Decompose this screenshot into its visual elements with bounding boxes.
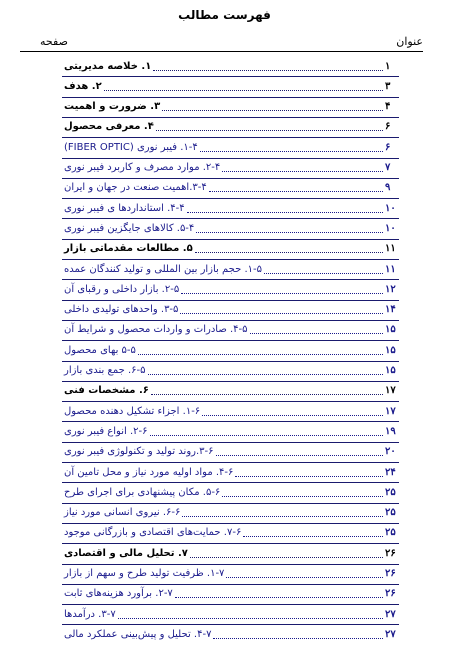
toc-subsection-entry[interactable]	[62, 505, 399, 521]
toc-entry-title: ۲. هدف	[64, 80, 102, 92]
toc-subsection-entry[interactable]	[62, 403, 399, 419]
row-separator	[62, 137, 399, 138]
toc-page-number: ۱۷	[385, 405, 396, 417]
row-separator	[62, 564, 399, 565]
dot-leader	[150, 435, 384, 436]
row-separator	[62, 259, 399, 260]
dot-leader	[175, 597, 383, 598]
row-separator	[62, 361, 399, 362]
toc-subsection-entry[interactable]	[62, 220, 399, 236]
toc-section-entry[interactable]	[62, 119, 399, 135]
dot-leader	[151, 394, 383, 395]
dot-leader	[209, 191, 383, 192]
toc-entry-title: ۵-۴. کالاهای جایگزین فیبر نوری	[64, 222, 195, 234]
row-separator	[62, 503, 399, 504]
toc-subsection-entry[interactable]	[62, 180, 399, 196]
toc-entry-title: ۱-۴. فیبر نوری (FIBER OPTIC)	[64, 141, 198, 153]
toc-entry-title: ۶-۶. نیروی انسانی مورد نیاز	[64, 507, 181, 519]
toc-page-number: ۲۷	[385, 628, 396, 640]
toc-subsection-entry[interactable]	[62, 566, 399, 582]
dot-leader	[153, 70, 383, 71]
toc-page-number: ۱۱	[385, 243, 396, 255]
toc-entry-title: ۴-۵. صادرات و واردات محصول و شرایط آن	[64, 324, 248, 336]
toc-entry-title: ۴-۶. مواد اولیه مورد نیاز و محل تامین آن	[64, 466, 234, 478]
row-separator	[62, 218, 399, 219]
row-separator	[62, 239, 399, 240]
toc-entry-title: ۳-۴.اهمیت صنعت در جهان و ایران	[64, 182, 207, 194]
row-separator	[62, 624, 399, 625]
dot-leader	[202, 415, 383, 416]
row-separator	[62, 401, 399, 402]
toc-subsection-entry[interactable]	[62, 322, 399, 338]
toc-subsection-entry[interactable]	[62, 363, 399, 379]
toc-subsection-entry[interactable]	[62, 342, 399, 358]
column-header-title: عنوان	[396, 35, 423, 48]
toc-entry-title: ۴-۴. استانداردها ی فیبر نوری	[64, 202, 185, 214]
row-separator	[62, 97, 399, 98]
toc-page-number: ۷	[385, 162, 391, 173]
toc-subsection-entry[interactable]	[62, 586, 399, 602]
toc-entry-title: ۲-۵. بازار داخلی و رقبای آن	[64, 283, 180, 295]
dot-leader	[222, 171, 383, 172]
dot-leader	[180, 313, 383, 314]
toc-entry-title: ۲-۴. موارد مصرف و کاربرد فیبر نوری	[64, 162, 221, 173]
toc-page-number: ۱۰	[385, 222, 396, 234]
toc-page-number: ۱	[385, 60, 391, 72]
toc-section-entry[interactable]	[62, 58, 399, 74]
toc-entry-title: ۳. ضرورت و اهمیت	[64, 101, 161, 113]
toc-entry-title: ۱-۵. حجم بازار بین المللی و تولید کنندگان عمده	[64, 263, 263, 275]
toc-entry-title: ۴-۷. تحلیل و پیش‌بینی عملکرد مالی	[64, 628, 212, 640]
dot-leader	[226, 577, 383, 578]
toc-page-number: ۲۶	[385, 547, 396, 559]
toc-page-number: ۳	[385, 80, 391, 92]
toc-page-number: ۲۷	[385, 608, 396, 620]
toc-entry-title: ۷. تحلیل مالی و اقتصادی	[64, 547, 188, 559]
toc-section-entry[interactable]	[62, 545, 399, 561]
row-separator	[62, 76, 399, 77]
toc-subsection-entry[interactable]	[62, 606, 399, 622]
row-separator	[62, 198, 399, 199]
dot-leader	[222, 496, 383, 497]
toc-page-number: ۱۱	[385, 263, 396, 275]
toc-page-number: ۱۹	[385, 425, 396, 437]
row-separator	[62, 320, 399, 321]
toc-section-entry[interactable]	[62, 99, 399, 115]
toc-page-number: ۱۵	[385, 365, 396, 376]
toc-entry-title: ۷-۶. حمایت‌های اقتصادی و بازرگانی موجود	[64, 527, 242, 539]
toc-subsection-entry[interactable]	[62, 261, 399, 277]
dot-leader	[200, 151, 383, 152]
dot-leader	[250, 333, 383, 334]
row-separator	[62, 462, 399, 463]
toc-subsection-entry[interactable]	[62, 160, 399, 176]
dot-leader	[156, 130, 383, 131]
row-separator	[62, 178, 399, 179]
toc-section-entry[interactable]	[62, 78, 399, 94]
toc-page-number: ۲۵	[385, 507, 396, 519]
dot-leader	[162, 110, 383, 111]
toc-subsection-entry[interactable]	[62, 281, 399, 297]
toc-entry-title: ۱. خلاصه مدیریتی	[64, 60, 152, 72]
toc-page-number: ۱۲	[385, 283, 396, 295]
toc-page-number: ۲۵	[385, 527, 396, 539]
toc-page-number: ۱۵	[385, 324, 396, 336]
dot-leader	[213, 638, 383, 639]
toc-entry-title: ۴. معرفی محصول	[64, 121, 154, 133]
dot-leader	[148, 374, 383, 375]
toc-subsection-entry[interactable]	[62, 200, 399, 216]
dot-leader	[181, 293, 383, 294]
dot-leader	[182, 516, 383, 517]
toc-page-number: ۱۵	[385, 344, 396, 356]
toc-page-number: ۱۷	[385, 385, 396, 397]
toc-entry-title: ۳-۶.روند تولید و تکنولوژی فیبر نوری	[64, 446, 214, 458]
toc-subsection-entry[interactable]	[62, 525, 399, 541]
toc-subsection-entry[interactable]	[62, 484, 399, 500]
toc-page-number: ۱۴	[385, 304, 396, 316]
toc-subsection-entry[interactable]	[62, 139, 399, 155]
dot-leader	[235, 476, 383, 477]
dot-leader	[196, 232, 383, 233]
toc-page-number: ۲۴	[385, 466, 396, 478]
dot-leader	[138, 354, 383, 355]
dot-leader	[187, 212, 383, 213]
row-separator	[62, 340, 399, 341]
toc-page-number: ۹	[385, 182, 391, 194]
dot-leader	[243, 536, 383, 537]
toc-entry-title: ۶-۵. جمع بندی بازار	[64, 365, 146, 376]
row-separator	[62, 300, 399, 301]
row-separator	[62, 117, 399, 118]
toc-subsection-entry[interactable]	[62, 302, 399, 318]
toc-subsection-entry[interactable]	[62, 444, 399, 460]
toc-page-number: ۲۶	[385, 568, 396, 579]
row-separator	[62, 381, 399, 382]
row-separator	[62, 523, 399, 524]
toc-entry-title: ۵-۵ بهای محصول	[64, 344, 136, 356]
toc-section-entry[interactable]	[62, 241, 399, 257]
toc-entry-title: ۳-۷. درآمدها	[64, 608, 116, 620]
row-separator	[62, 604, 399, 605]
toc-page-number: ۴	[385, 101, 391, 113]
row-separator	[62, 584, 399, 585]
dot-leader	[264, 273, 383, 274]
dot-leader	[104, 90, 383, 91]
row-separator	[62, 158, 399, 159]
dot-leader	[190, 557, 383, 558]
dot-leader	[195, 252, 383, 253]
toc-page-number: ۲۶	[385, 588, 396, 600]
page-title: فهرست مطالب	[178, 8, 271, 22]
toc-page-number: ۱۰	[385, 202, 396, 214]
row-separator	[62, 442, 399, 443]
row-separator	[62, 421, 399, 422]
toc-entry-title: ۳-۵. واحدهای تولیدی داخلی	[64, 304, 179, 316]
dot-leader	[118, 618, 383, 619]
toc-entry-title: ۲-۷. برآورد هزینه‌های ثابت	[64, 588, 173, 600]
toc-subsection-entry[interactable]	[62, 626, 399, 642]
toc-entry-title: ۱-۷. ظرفیت تولید طرح و سهم از بازار	[64, 568, 225, 579]
toc-entry-title: ۱-۶. اجزاء تشکیل دهنده محصول	[64, 405, 201, 417]
dot-leader	[216, 455, 383, 456]
row-separator	[62, 543, 399, 544]
toc-entry-title: ۵. مطالعات مقدماتی بازار	[64, 243, 193, 255]
toc-page-number: ۲۵	[385, 486, 396, 498]
row-separator	[62, 482, 399, 483]
toc-entry-title: ۵-۶. مکان پیشنهادی برای اجرای طرح	[64, 486, 221, 498]
toc-page-number: ۶	[385, 141, 391, 153]
toc-subsection-entry[interactable]	[62, 464, 399, 480]
toc-subsection-entry[interactable]	[62, 423, 399, 439]
toc-section-entry[interactable]	[62, 383, 399, 399]
toc-page-number: ۲۰	[385, 446, 396, 458]
column-header-page: صفحه	[40, 35, 68, 48]
toc-entry-title: ۶. مشخصات فنی	[64, 385, 149, 397]
header-rule	[20, 51, 423, 52]
row-separator	[62, 279, 399, 280]
toc-entry-title: ۲-۶. انواع فیبر نوری	[64, 425, 148, 437]
toc-page-number: ۶	[385, 121, 391, 133]
